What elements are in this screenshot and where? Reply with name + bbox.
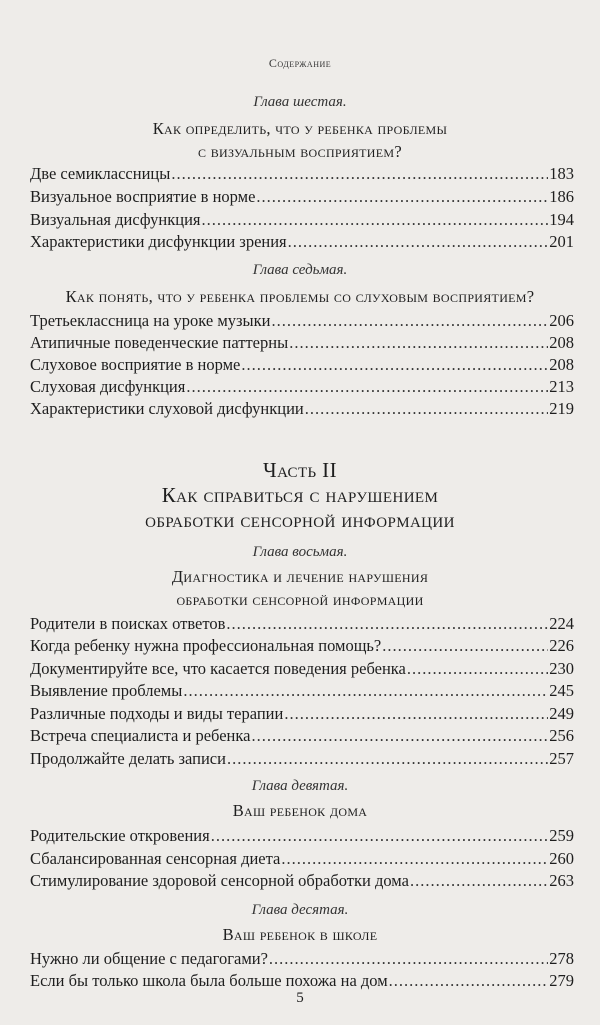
toc-entry[interactable] bbox=[30, 187, 574, 207]
toc-entry-title: Продолжайте делать записи bbox=[30, 749, 226, 768]
toc-entry[interactable] bbox=[30, 614, 574, 634]
toc-entry[interactable] bbox=[30, 849, 574, 869]
toc-entry-page: 219 bbox=[549, 399, 574, 418]
toc-entry[interactable] bbox=[30, 355, 574, 375]
chapter-10-title: Ваш ребенок в школе bbox=[222, 925, 378, 944]
toc-entry-page: 186 bbox=[549, 187, 574, 206]
toc-entry[interactable] bbox=[30, 871, 574, 891]
toc-entry-page: 194 bbox=[549, 210, 574, 229]
toc-entry[interactable] bbox=[30, 681, 574, 701]
leader-dots bbox=[382, 636, 548, 656]
toc-entry-page: 213 bbox=[549, 377, 574, 396]
chapter-10-label: Глава десятая. bbox=[251, 902, 349, 918]
toc-entry-page: 183 bbox=[549, 164, 574, 183]
toc-entry[interactable] bbox=[30, 971, 574, 991]
toc-entry[interactable] bbox=[30, 826, 574, 846]
leader-dots bbox=[227, 749, 548, 769]
toc-entry-title: Различные подходы и виды терапии bbox=[30, 704, 284, 723]
toc-entry[interactable] bbox=[30, 399, 574, 419]
leader-dots bbox=[171, 164, 548, 184]
toc-entry-page: 206 bbox=[549, 311, 574, 330]
leader-dots bbox=[407, 659, 548, 679]
toc-entry-title: Слуховая дисфункция bbox=[30, 377, 186, 396]
toc-entry-title: Документируйте все, что касается поведения ребенка bbox=[30, 659, 406, 678]
leader-dots bbox=[211, 826, 549, 846]
toc-entry-title: Атипичные поведенческие паттерны bbox=[30, 333, 289, 352]
toc-entry-title: Третьеклассница на уроке музыки bbox=[30, 311, 271, 330]
toc-entry-page: 259 bbox=[549, 826, 574, 845]
chapter-7-label: Глава седьмая. bbox=[252, 262, 348, 278]
toc-entry-title: Слуховое восприятие в норме bbox=[30, 355, 241, 374]
leader-dots bbox=[281, 849, 548, 869]
toc-entry[interactable] bbox=[30, 377, 574, 397]
toc-entry-title: Характеристики слуховой дисфункции bbox=[30, 399, 304, 418]
leader-dots bbox=[269, 949, 548, 969]
toc-entry-page: 278 bbox=[549, 949, 574, 968]
chapter-6-label: Глава шестая. bbox=[253, 94, 347, 110]
toc-entry-title: Встреча специалиста и ребенка bbox=[30, 726, 251, 745]
toc-entry[interactable] bbox=[30, 704, 574, 724]
toc-entry[interactable] bbox=[30, 210, 574, 230]
toc-entry-page: 257 bbox=[549, 749, 574, 768]
toc-entry[interactable] bbox=[30, 232, 574, 252]
leader-dots bbox=[289, 333, 548, 353]
toc-entry-page: 208 bbox=[549, 333, 574, 352]
toc-entry-page: 279 bbox=[549, 971, 574, 990]
leader-dots bbox=[389, 971, 549, 991]
toc-entry-page: 245 bbox=[549, 681, 574, 700]
toc-entry-title: Две семиклассницы bbox=[30, 164, 171, 183]
toc-entry[interactable] bbox=[30, 311, 574, 331]
toc-entry-title: Нужно ли общение с педагогами? bbox=[30, 949, 268, 968]
toc-entry-page: 256 bbox=[549, 726, 574, 745]
toc-entry[interactable] bbox=[30, 333, 574, 353]
toc-entry-title: Когда ребенку нужна профессиональная помощь? bbox=[30, 636, 382, 655]
toc-entry-title: Стимулирование здоровой сенсорной обработки дома bbox=[30, 871, 409, 890]
toc-entry-page: 230 bbox=[549, 659, 574, 678]
part-2-title-line-1: Как справиться с нарушением bbox=[161, 483, 439, 507]
toc-entry-page: 260 bbox=[549, 849, 574, 868]
leader-dots bbox=[202, 210, 549, 230]
leader-dots bbox=[256, 187, 548, 207]
toc-entry-page: 224 bbox=[549, 614, 574, 633]
toc-entry-page: 249 bbox=[549, 704, 574, 723]
leader-dots bbox=[241, 355, 548, 375]
toc-entry-title: Родительские откровения bbox=[30, 826, 210, 845]
toc-entry-title: Если бы только школа была больше похожа на дом bbox=[30, 971, 388, 990]
chapter-7-title: Как понять, что у ребенка проблемы со слуховым восприятием? bbox=[65, 287, 535, 306]
part-2-heading: Часть II bbox=[263, 458, 337, 482]
leader-dots bbox=[226, 614, 548, 634]
toc-entry-page: 263 bbox=[549, 871, 574, 890]
leader-dots bbox=[288, 232, 549, 252]
page-number: 5 bbox=[296, 990, 304, 1006]
leader-dots bbox=[186, 377, 548, 397]
chapter-8-label: Глава восьмая. bbox=[252, 544, 348, 560]
toc-entry-title: Визуальная дисфункция bbox=[30, 210, 201, 229]
chapter-6-title-line-1: Как определить, что у ребенка проблемы bbox=[152, 119, 448, 138]
leader-dots bbox=[305, 399, 549, 419]
toc-entry-title: Сбалансированная сенсорная диета bbox=[30, 849, 281, 868]
toc-entry[interactable] bbox=[30, 726, 574, 746]
toc-entry-page: 201 bbox=[549, 232, 574, 251]
leader-dots bbox=[284, 704, 548, 724]
toc-entry-title: Визуальное восприятие в норме bbox=[30, 187, 256, 206]
toc-entry-title: Родители в поисках ответов bbox=[30, 614, 226, 633]
toc-entry-title: Характеристики дисфункции зрения bbox=[30, 232, 287, 251]
toc-entry-page: 208 bbox=[549, 355, 574, 374]
toc-entry[interactable] bbox=[30, 749, 574, 769]
toc-entry[interactable] bbox=[30, 659, 574, 679]
toc-entry[interactable] bbox=[30, 164, 574, 184]
toc-entry-title: Выявление проблемы bbox=[30, 681, 183, 700]
chapter-9-title: Ваш ребенок дома bbox=[232, 801, 368, 820]
leader-dots bbox=[410, 871, 548, 891]
toc-entry-page: 226 bbox=[549, 636, 574, 655]
part-2-title-line-2: обработки сенсорной информации bbox=[145, 508, 455, 532]
leader-dots bbox=[183, 681, 548, 701]
chapter-8-title-line-2: обработки сенсорной информации bbox=[176, 590, 424, 609]
leader-dots bbox=[271, 311, 548, 331]
leader-dots bbox=[251, 726, 548, 746]
running-head: Содержание bbox=[268, 56, 332, 70]
toc-entry[interactable] bbox=[30, 636, 574, 656]
chapter-9-label: Глава девятая. bbox=[251, 778, 349, 794]
chapter-6-title-line-2: с визуальным восприятием? bbox=[198, 142, 402, 161]
chapter-8-title-line-1: Диагностика и лечение нарушения bbox=[171, 567, 429, 586]
toc-entry[interactable] bbox=[30, 949, 574, 969]
